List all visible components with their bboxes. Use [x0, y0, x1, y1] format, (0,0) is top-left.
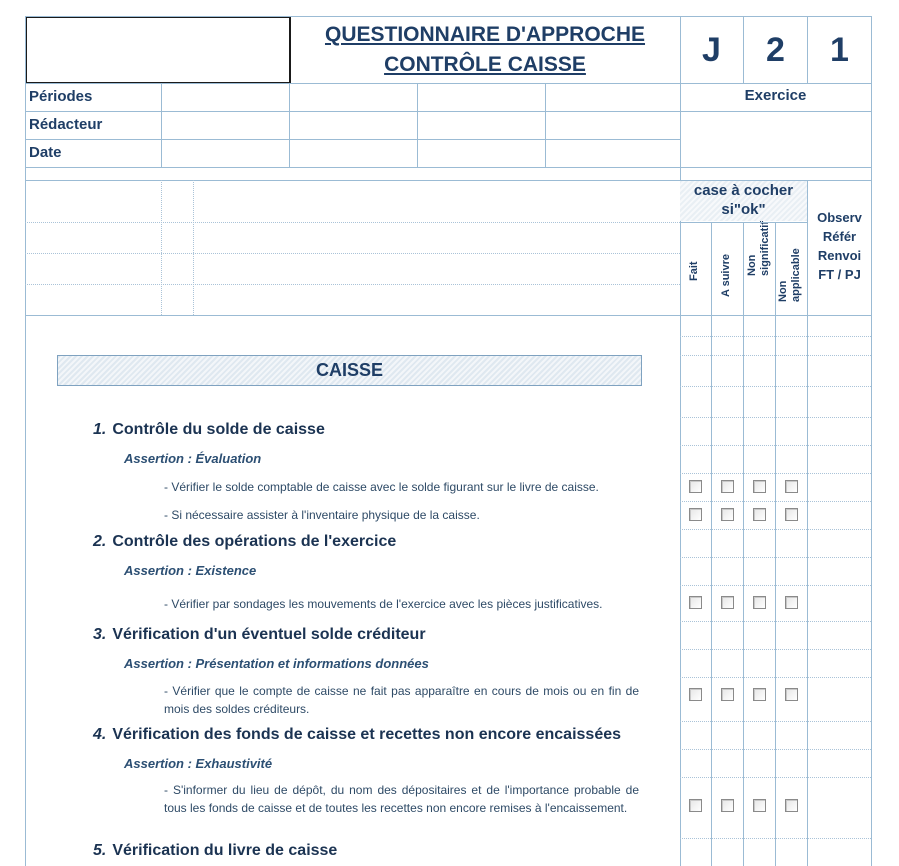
checkbox-fait-5[interactable] [689, 799, 702, 812]
section-2-item-1: - Vérifier par sondages les mouvements de l'exercice avec les pièces justificatives. [164, 597, 603, 611]
section-2-title: 2. Contrôle des opérations de l'exercice [93, 533, 397, 550]
redacteur-label: Rédacteur [29, 116, 103, 133]
checkbox-a-suivre-4[interactable] [721, 688, 734, 701]
page-title-line-1: QUESTIONNAIRE D'APPROCHE [324, 23, 646, 46]
renvoi-label: Renvoi [817, 248, 862, 263]
section-4-assertion: Assertion : Exhaustivité [124, 756, 273, 771]
col-non-applicable: Non applicable [777, 248, 802, 302]
case-a-cocher-header: case à cocher si"ok" [680, 181, 807, 221]
code-digit-2: 1 [830, 31, 849, 69]
checkbox-fait-3[interactable] [689, 596, 702, 609]
checkbox-non-significatif-3[interactable] [753, 596, 766, 609]
logo-placeholder [25, 16, 291, 84]
caisse-banner: CAISSE [57, 355, 642, 386]
observ-header [808, 208, 871, 284]
section-4-title: 4. Vérification des fonds de caisse et recettes non encore encaissées [93, 726, 622, 743]
checkbox-fait-1[interactable] [689, 480, 702, 493]
date-label: Date [29, 144, 62, 161]
checkbox-non-significatif-1[interactable] [753, 480, 766, 493]
section-2-assertion: Assertion : Existence [124, 563, 257, 578]
checkbox-a-suivre-1[interactable] [721, 480, 734, 493]
col-non-significatif: Non significatif [746, 220, 771, 276]
periodes-label: Périodes [29, 88, 93, 105]
section-1-title: 1. Contrôle du solde de caisse [93, 421, 325, 438]
checkbox-non-applicable-1[interactable] [785, 480, 798, 493]
checkbox-a-suivre-5[interactable] [721, 799, 734, 812]
checkbox-fait-4[interactable] [689, 688, 702, 701]
section-4-item-1: - S'informer du lieu de dépôt, du nom des dépositaires et de l'importance probable de tous les fonds de caisse et de toutes les recettes non encore remises à l'encaissement. [164, 783, 639, 815]
section-1-item-2: - Si nécessaire assister à l'inventaire physique de la caisse. [164, 508, 480, 522]
section-3-assertion: Assertion : Présentation et informations données [124, 656, 429, 671]
ft-pj-label: FT / PJ [818, 267, 861, 282]
checkbox-non-applicable-3[interactable] [785, 596, 798, 609]
checkbox-a-suivre-2[interactable] [721, 508, 734, 521]
col-a-suivre: A suivre [720, 253, 732, 297]
refer-label: Référ [822, 229, 857, 244]
section-3-title: 3. Vérification d'un éventuel solde créditeur [93, 626, 426, 643]
checkbox-non-significatif-5[interactable] [753, 799, 766, 812]
checkbox-non-significatif-4[interactable] [753, 688, 766, 701]
checkbox-non-significatif-2[interactable] [753, 508, 766, 521]
section-3-item-1: - Vérifier que le compte de caisse ne fait pas apparaître en cours de mois ou en fin de mois des soldes créditeurs. [164, 684, 639, 716]
code-digit-1: 2 [766, 31, 785, 69]
exercice-label: Exercice [744, 87, 807, 104]
checkbox-non-applicable-2[interactable] [785, 508, 798, 521]
checkbox-non-applicable-5[interactable] [785, 799, 798, 812]
checkbox-non-applicable-4[interactable] [785, 688, 798, 701]
page-title-line-2: CONTRÔLE CAISSE [384, 53, 586, 76]
checkbox-a-suivre-3[interactable] [721, 596, 734, 609]
code-letter: J [702, 31, 721, 69]
observ-label: Observ [817, 210, 862, 225]
section-1-item-1: - Vérifier le solde comptable de caisse avec le solde figurant sur le livre de caisse. [164, 480, 599, 494]
section-5-title: 5. Vérification du livre de caisse [93, 842, 338, 859]
section-1-assertion: Assertion : Évaluation [124, 451, 262, 466]
col-fait: Fait [688, 261, 700, 281]
checkbox-fait-2[interactable] [689, 508, 702, 521]
